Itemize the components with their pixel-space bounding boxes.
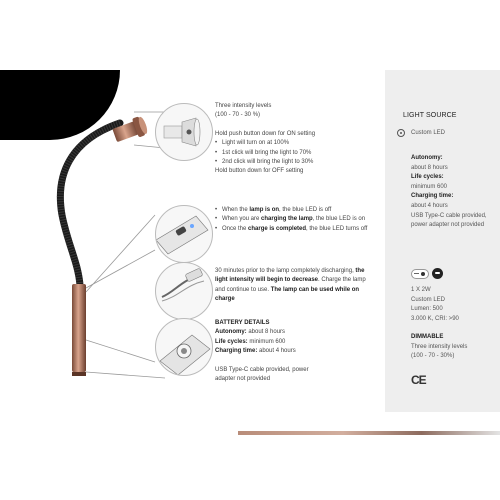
- switch-icon: [411, 269, 429, 279]
- spec-autonomy-label: Autonomy:: [411, 155, 443, 161]
- led-status-item: • When the lamp is on, the blue LED is off: [215, 206, 370, 215]
- ce-mark-icon: CE: [411, 373, 426, 387]
- spec-temp: 3.000 K, CRI: >90: [411, 315, 459, 322]
- battery-details: [215, 319, 375, 384]
- callout-cable: [155, 262, 213, 320]
- callout-head-detail: [155, 103, 213, 161]
- hold-off-instruction: Hold button down for OFF setting: [215, 168, 304, 175]
- charging-led-section: [215, 206, 370, 234]
- lamp-head: [111, 115, 149, 145]
- discharge-warning: 30 minutes prior to the lamp completely discharging, the light intensity will begin to decrease. Charge the lamp and continue to use. The lamp can be used while on charge: [215, 268, 366, 303]
- dimmable-values: (100 - 70 - 30%): [411, 353, 455, 360]
- callout-button: [155, 318, 213, 376]
- led-icon: [397, 129, 405, 137]
- battery-heading: BATTERY DETAILS: [215, 320, 270, 326]
- gooseneck-hose: [60, 123, 120, 285]
- usb-c-icon: [432, 268, 443, 279]
- spec-battery: [411, 154, 500, 231]
- spec-cycles-value: minimum 600: [411, 183, 448, 190]
- intensity-levels: (100 - 70 - 30 %): [215, 112, 261, 119]
- push-button-zoom-icon: [156, 319, 212, 375]
- intensity-item: • Light will turn on at 100%: [215, 139, 380, 148]
- battery-cable-note: USB Type-C cable provided, power adapter not provided: [215, 366, 309, 383]
- led-label: Custom LED: [411, 130, 446, 136]
- spec-light: [411, 286, 500, 324]
- usb-port-zoom-icon: [156, 206, 212, 262]
- light-source-title: LIGHT SOURCE: [403, 112, 457, 119]
- spec-led: Custom LED: [411, 296, 446, 303]
- spec-cycles-label: Life cycles:: [411, 174, 444, 181]
- spec-lumen: Lumen: 500: [411, 306, 443, 313]
- led-status-item: • When you are charging the lamp, the blue LED is on: [215, 215, 370, 224]
- spec-cable-note: USB Type-C cable provided, power adapter not provided: [411, 212, 487, 229]
- spec-autonomy-value: about 8 hours: [411, 164, 448, 171]
- lamp-base-body: [72, 284, 86, 372]
- intensity-item: • 1st click will bring the light to 70%: [215, 149, 380, 158]
- led-status-item: • Once the charge is completed, the blue LED turns off: [215, 225, 370, 234]
- hold-on-instruction: Hold push button down for ON setting: [215, 130, 316, 137]
- dimmable-label: DIMMABLE: [411, 334, 444, 340]
- lamp-head-zoom-icon: [156, 104, 212, 160]
- battery-charging-time: Charging time: about 4 hours: [215, 348, 296, 355]
- intensity-section: [215, 102, 380, 177]
- spec-dimmable: [411, 333, 500, 362]
- callout-usb-port: [155, 205, 213, 263]
- callout-lines: [86, 112, 165, 378]
- spec-power: 1 X 2W: [411, 287, 431, 293]
- battery-autonomy: Autonomy: about 8 hours: [215, 329, 286, 336]
- bottom-decorative-strip: [238, 431, 500, 435]
- intensity-item: • 2nd click will bring the light to 30%: [215, 158, 380, 167]
- charging-cable-zoom-icon: [156, 263, 212, 319]
- battery-life-cycles: Life cycles: minimum 600: [215, 338, 286, 345]
- led-row: [397, 129, 445, 137]
- spec-panel: [385, 70, 500, 412]
- dimmable-levels: Three intensity levels: [411, 343, 468, 350]
- intensity-heading: Three intensity levels: [215, 103, 272, 109]
- spec-charging-value: about 4 hours: [411, 202, 448, 209]
- spec-charging-label: Charging time:: [411, 193, 454, 200]
